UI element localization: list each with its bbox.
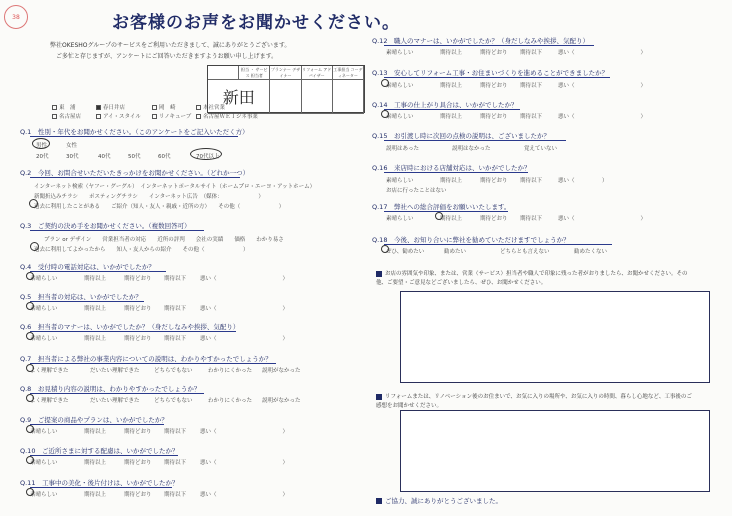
staff-table-corner <box>208 66 239 80</box>
rating-option[interactable]: 期待以上 <box>440 50 463 56</box>
rating-option[interactable]: 期待以下 <box>164 460 187 466</box>
rating-option[interactable]: 悪い（ ） <box>558 216 647 222</box>
option-female[interactable]: 女性 <box>66 143 78 149</box>
channel-checkbox[interactable] <box>52 103 76 111</box>
channel-checkbox[interactable] <box>196 112 258 120</box>
channel-checkbox[interactable] <box>152 112 191 120</box>
selection-circle <box>26 425 34 433</box>
staff-header: リフォーム アドバイザー <box>302 66 333 80</box>
stamp-seal <box>4 5 28 29</box>
question-underline <box>30 331 236 332</box>
understanding-option[interactable]: よく理解できた <box>30 368 69 374</box>
rating-option[interactable]: 悪い（ ） <box>200 276 289 282</box>
rating-option[interactable]: 期待以上 <box>84 429 107 435</box>
rating-option[interactable]: 悪い（ ） <box>200 460 289 466</box>
q15-option[interactable]: 説明はなかった <box>452 146 491 152</box>
page-title: お客様のお声をお聞かせください。 <box>112 13 400 33</box>
checked-checkbox-icon <box>96 105 101 110</box>
rating-option[interactable]: 悪い（ ） <box>558 50 647 56</box>
rating-option[interactable]: 期待以上 <box>84 336 107 342</box>
question-underline <box>30 136 238 137</box>
question-underline <box>30 301 144 302</box>
rating-option[interactable]: 期待どおり <box>480 216 508 222</box>
rating-option[interactable]: 素晴らしい <box>386 83 414 89</box>
rating-option[interactable]: 期待以上 <box>440 216 463 222</box>
staff-cell[interactable] <box>333 80 364 114</box>
staff-cell[interactable] <box>302 80 333 114</box>
checkbox-icon <box>196 105 201 110</box>
checkbox-icon <box>52 105 57 110</box>
comment-prompt-1 <box>376 270 696 288</box>
rating-option[interactable]: 期待以下 <box>164 306 187 312</box>
channel-label: 名古屋店 <box>59 114 82 120</box>
understanding-option[interactable]: だいたい理解できた <box>90 368 140 374</box>
rating-option[interactable]: 期待以上 <box>440 83 463 89</box>
rating-option[interactable]: 素晴らしい <box>30 306 58 312</box>
checkbox-icon <box>52 114 57 119</box>
rating-option[interactable]: 期待以上 <box>84 306 107 312</box>
q16-option[interactable]: お店に行ったことはない <box>386 188 447 194</box>
selection-circle <box>26 272 34 280</box>
question-underline <box>384 77 610 78</box>
rating-option[interactable]: 期待以上 <box>84 276 107 282</box>
q16-option[interactable]: 期待どおり <box>480 178 508 184</box>
understanding-option[interactable]: よく理解できた <box>30 398 69 404</box>
selection-circle <box>26 364 34 372</box>
q2-options-row[interactable]: 過去に利用したことがある ご紹介（知人・友人・親戚・近所の方） その他（ ） <box>34 204 285 210</box>
question-q8: Q.8 お見積り内容の説明は、わかりやすかったでしょうか？ <box>20 385 201 393</box>
selection-circle <box>30 242 39 251</box>
q18-option[interactable]: 勧めたい <box>444 249 467 255</box>
channel-checkbox[interactable] <box>96 103 125 111</box>
q3-options-row[interactable]: 過去に利用してよかったから 知人・友人からの紹介 その他（ ） <box>34 247 249 253</box>
rating-option[interactable]: 悪い（ ） <box>558 83 647 89</box>
square-bullet-icon <box>376 394 382 400</box>
question-q9: Q.9 ご提案の商品やプランは、いかがでしたか？ <box>20 416 168 424</box>
question-q15: Q.15 お引渡し時に次回の点検の説明は、ございましたか？ <box>372 132 550 140</box>
question-underline <box>30 271 166 272</box>
rating-option[interactable]: 素晴らしい <box>386 114 414 120</box>
q16-option[interactable]: 素晴らしい <box>386 178 414 184</box>
channel-label: 本社営業 <box>203 105 226 111</box>
comment-prompt-2 <box>376 393 696 411</box>
q16-option[interactable]: 悪い（ ） <box>558 178 608 184</box>
rating-option[interactable]: 期待以下 <box>164 336 187 342</box>
rating-option[interactable]: 素晴らしい <box>30 336 58 342</box>
q15-option[interactable]: 覚えていない <box>524 146 558 152</box>
checkbox-icon <box>196 114 201 119</box>
question-q7: Q.7 担当者による弊社の事業内容についての説明は、わかりやすかったでしょうか？ <box>20 355 272 363</box>
intro-line-1: 弊社OKESHOグループのサービスをご利用いただきまして、誠にありがとうございます。 <box>50 42 291 49</box>
age-option[interactable]: 60代 <box>158 154 171 160</box>
question-q2: Q.2 今回、お問合せいただいたきっかけをお聞かせください。（どれか一つ） <box>20 169 250 177</box>
selection-circle <box>381 79 389 87</box>
selection-circle <box>26 332 34 340</box>
channel-label: リノキューブ <box>159 114 192 120</box>
checkbox-icon <box>152 105 157 110</box>
question-underline <box>384 109 520 110</box>
staff-header: プランナー デザイナー <box>270 66 301 80</box>
selection-circle <box>26 488 34 496</box>
question-q10: Q.10 ご近所さまに対する配慮は、いかがでしたか？ <box>20 447 179 455</box>
understanding-option[interactable]: だいたい理解できた <box>90 398 140 404</box>
selection-circle <box>381 110 389 118</box>
understanding-option[interactable]: どちらでもない <box>154 368 193 374</box>
q15-option[interactable]: 説明はあった <box>386 146 419 152</box>
channel-label: 東 浦 <box>59 105 76 111</box>
question-q18: Q.18 今後、お知り合いに弊社を勧めていただけますでしょうか？ <box>372 236 570 244</box>
rating-option[interactable]: 素晴らしい <box>30 429 58 435</box>
channel-checkbox[interactable] <box>196 103 225 111</box>
channel-checkbox[interactable] <box>96 112 141 120</box>
rating-option[interactable]: 期待どおり <box>480 114 508 120</box>
channel-label: 岡 崎 <box>159 105 176 111</box>
understanding-option[interactable]: 説明がなかった <box>262 398 301 404</box>
channel-checkbox[interactable] <box>52 112 81 120</box>
question-q14: Q.14 工事の仕上がり具合は、いかがでしたか？ <box>372 101 518 109</box>
question-underline <box>30 393 204 394</box>
staff-header: 担当 ・ サービス 担当者 <box>239 66 270 80</box>
rating-option[interactable]: 期待以下 <box>520 114 543 120</box>
rating-option[interactable]: 素晴らしい <box>30 276 58 282</box>
q16-option[interactable]: 期待以下 <box>520 178 543 184</box>
question-underline <box>30 455 178 456</box>
staff-header: 工事担当 コーディネーター <box>333 66 364 80</box>
channel-label: 春日井店 <box>103 105 126 111</box>
channel-checkbox[interactable] <box>152 103 176 111</box>
selection-circle <box>26 456 34 464</box>
staff-table <box>207 65 365 113</box>
q2-options-row[interactable]: 新聞折込みチラシ ポスティングチラシ インターネット広告 （媒体： ） <box>34 194 264 200</box>
checkbox-icon <box>96 114 101 119</box>
q3-options-row[interactable]: プラン or デザイン 営業担当者の対応 近所の評判 会社の実績 価格 わかり易さ <box>44 237 284 243</box>
question-q17: Q.17 弊社への総合評価をお願いいたします。 <box>372 203 511 211</box>
age-option[interactable]: 70代以上 <box>196 154 220 160</box>
age-option[interactable]: 30代 <box>66 154 79 160</box>
channel-label: アイ・スタイル <box>103 114 141 120</box>
question-q13: Q.13 安心してリフォーム工事・お住まいづくりを進めることができましたか？ <box>372 69 609 77</box>
rating-option[interactable]: 素晴らしい <box>386 50 414 56</box>
rating-option[interactable]: 期待どおり <box>480 83 508 89</box>
rating-option[interactable]: 期待以上 <box>440 114 463 120</box>
rating-option[interactable]: 期待どおり <box>124 336 152 342</box>
rating-option[interactable]: 悪い（ ） <box>200 429 289 435</box>
age-option[interactable]: 20代 <box>36 154 49 160</box>
square-bullet-icon <box>376 271 382 277</box>
question-underline <box>30 363 276 364</box>
footer-thanks-text: ご協力、誠にありがとうございました。 <box>385 497 502 505</box>
selection-circle <box>381 245 389 253</box>
question-underline <box>30 230 204 231</box>
rating-option[interactable]: 悪い（ ） <box>558 114 647 120</box>
question-q11: Q.11 工事中の美化・後片付けは、いかがでしたか？ <box>20 479 179 487</box>
understanding-option[interactable]: 説明がなかった <box>262 368 301 374</box>
question-underline <box>384 211 508 212</box>
rating-option[interactable]: 期待どおり <box>124 492 152 498</box>
question-q12: Q.12 職人のマナーは、いかがでしたか？（身だしなみや挨拶、気配り） <box>372 37 589 45</box>
rating-option[interactable]: 期待どおり <box>124 429 152 435</box>
question-q4: Q.4 受付時の電話対応は、いかがでしたか？ <box>20 263 155 271</box>
rating-option[interactable]: 期待以上 <box>84 492 107 498</box>
staff-cell[interactable] <box>270 80 301 114</box>
rating-option[interactable]: 期待どおり <box>480 50 508 56</box>
rating-option[interactable]: 期待以下 <box>520 216 543 222</box>
square-bullet-icon <box>376 498 382 504</box>
understanding-option[interactable]: わかりにくかった <box>208 398 253 404</box>
selection-circle <box>29 199 38 208</box>
rating-option[interactable]: 素晴らしい <box>30 460 58 466</box>
question-q5: Q.5 担当者の対応は、いかがでしたか？ <box>20 293 142 301</box>
q18-option[interactable]: どちらとも言えない <box>500 249 550 255</box>
rating-option[interactable]: 期待以下 <box>164 429 187 435</box>
stamp-number: 38 <box>12 13 20 21</box>
comment-box-1[interactable] <box>400 291 710 383</box>
comment-box-2[interactable] <box>400 410 710 492</box>
rating-option[interactable]: 素晴らしい <box>386 216 414 222</box>
question-underline <box>384 172 528 173</box>
channel-label: 名古屋ＷＥＩジネ事業 <box>203 114 258 120</box>
rating-option[interactable]: 期待以下 <box>164 492 187 498</box>
understanding-option[interactable]: どちらでもない <box>154 398 193 404</box>
rating-option[interactable]: 期待以下 <box>520 50 543 56</box>
rating-option[interactable]: 期待以下 <box>520 83 543 89</box>
rating-option[interactable]: 悪い（ ） <box>200 492 289 498</box>
question-underline <box>30 487 172 488</box>
question-underline <box>384 244 612 245</box>
q16-option[interactable]: 期待以上 <box>440 178 463 184</box>
selection-circle <box>32 138 50 149</box>
handwritten-signature: 新田 <box>222 88 255 107</box>
rating-option[interactable]: 期待以上 <box>84 460 107 466</box>
option-male[interactable]: 男性 <box>36 143 48 149</box>
question-q16: Q.16 来店時における店舗対応は、いかがでしたか？ <box>372 164 531 172</box>
understanding-option[interactable]: わかりにくかった <box>208 368 253 374</box>
selection-circle <box>435 212 443 220</box>
selection-circle <box>190 148 222 160</box>
comment-prompt-1-text: お店の雰囲気や印象、または、営業（サービス）担当者や職人で印象に残った者がおりましたら、お聞かせください。その他、ご要望・ご意見などございましたら、ぜひ、お聞かせください。 <box>376 271 688 286</box>
checkbox-icon <box>152 114 157 119</box>
rating-option[interactable]: 期待どおり <box>124 460 152 466</box>
question-underline <box>30 424 164 425</box>
question-underline <box>384 140 566 141</box>
q18-option[interactable]: 勧めたくない <box>574 249 608 255</box>
intro-line-2: ご多忙と存じますが、アンケートにご回答いただきますようお願い申し上げます。 <box>56 53 278 60</box>
rating-option[interactable]: 素晴らしい <box>30 492 58 498</box>
question-q3: Q.3 ご契約の決め手をお聞かせください。（複数回答可） <box>20 222 191 230</box>
question-underline <box>384 45 594 46</box>
selection-circle <box>26 394 34 402</box>
rating-option[interactable]: 悪い（ ） <box>200 306 289 312</box>
footer-thanks <box>376 496 502 505</box>
age-option[interactable]: 50代 <box>128 154 141 160</box>
question-q6: Q.6 担当者のマナーは、いかがでしたか？（身だしなみや挨拶、気配り） <box>20 323 240 331</box>
rating-option[interactable]: 悪い（ ） <box>200 336 289 342</box>
selection-circle <box>26 302 34 310</box>
question-q1: Q.1 性別・年代をお聞かせください。（このアンケートをご記入いただく方） <box>20 128 249 136</box>
question-underline <box>30 177 240 178</box>
q2-options-row[interactable]: インターネット検索（ヤフー・グーグル） インターネットポータルサイト（ホームプロ・エーヨ・アットホーム） <box>34 184 316 190</box>
rating-option[interactable]: 期待どおり <box>124 276 152 282</box>
age-option[interactable]: 40代 <box>98 154 111 160</box>
rating-option[interactable]: 期待どおり <box>124 306 152 312</box>
comment-prompt-2-text: リフォームまたは、リノベーション後のお住まいで、お気に入りの場所や、お気に入りの時間、暮らし心地など、工事後のご感想をお聞かせください。 <box>376 394 692 409</box>
rating-option[interactable]: 期待以下 <box>164 276 187 282</box>
q18-option[interactable]: ぜひ、勧めたい <box>386 249 425 255</box>
